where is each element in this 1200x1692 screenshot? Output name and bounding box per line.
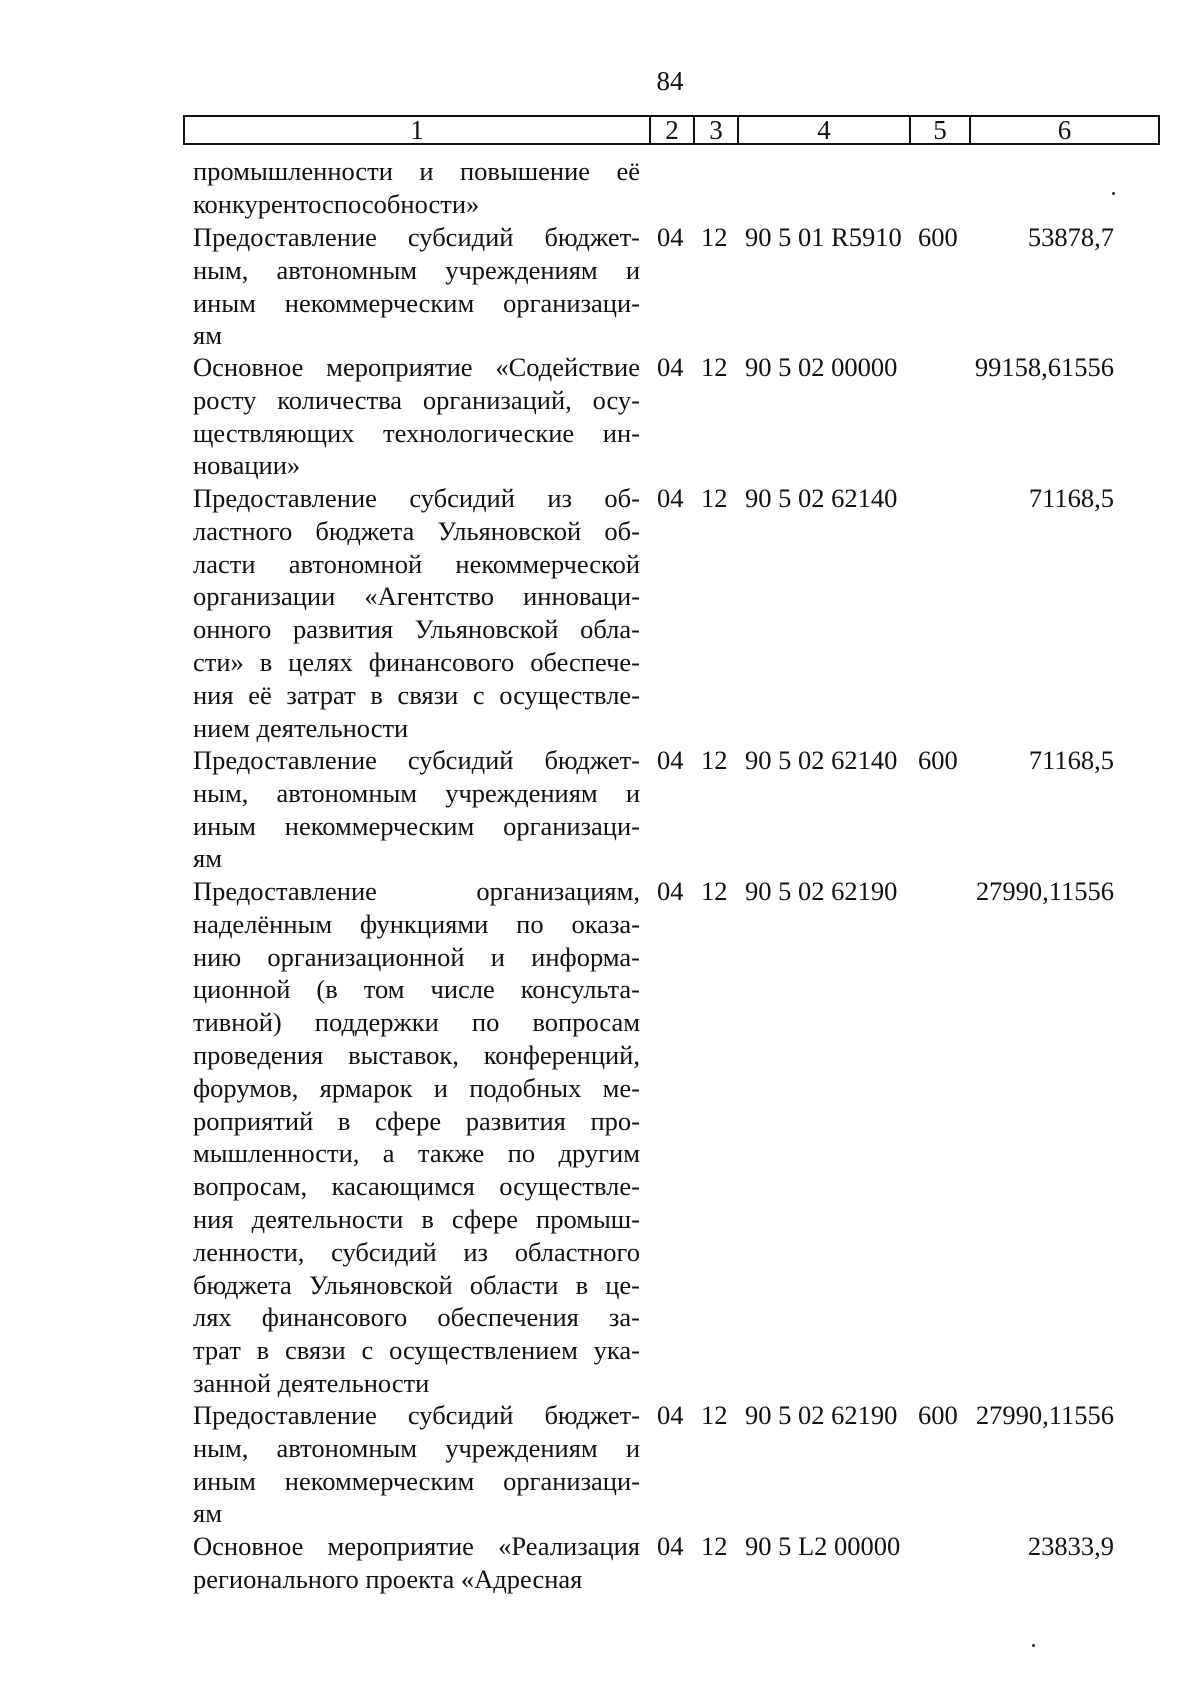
description-line: лях финансового обеспечения за- xyxy=(193,1302,640,1333)
description-line: Предоставление субсидий бюджет- xyxy=(193,222,640,252)
header-col-3: 3 xyxy=(693,117,737,143)
description-line: ным, автономным учреждениям и xyxy=(193,777,640,808)
target-article-code: 90 5 02 62190 xyxy=(745,1400,898,1430)
subsection-code: 12 xyxy=(701,1531,728,1561)
amount: 27990,11556 xyxy=(975,1400,1114,1430)
description-line: наделённым функциями по оказа- xyxy=(193,908,640,939)
description-line: ленности, субсидий из областного xyxy=(193,1236,640,1267)
header-col-1: 1 xyxy=(410,115,424,145)
description-line: ционной (в том числе консульта- xyxy=(193,974,640,1005)
description-line: ласти автономной некоммерческой xyxy=(193,548,640,579)
header-col-6: 6 xyxy=(969,117,1158,143)
description-line: ям xyxy=(193,1498,222,1529)
section-code: 04 xyxy=(657,745,684,775)
description-line: ям xyxy=(193,843,222,874)
header-col-5: 5 xyxy=(909,117,969,143)
description-line: нием деятельности xyxy=(193,712,409,743)
description-line: Предоставление организациям, xyxy=(193,876,640,906)
header-col-4: 4 xyxy=(737,117,909,143)
header-col-2: 2 xyxy=(649,117,693,143)
subsection-code: 12 xyxy=(701,483,728,513)
description-line: Предоставление субсидий бюджет- xyxy=(193,745,640,775)
section-code: 04 xyxy=(657,876,684,906)
row-description xyxy=(193,221,640,352)
description-line: организации «Агентство инноваци- xyxy=(193,581,640,612)
description-line: Предоставление субсидий из об- xyxy=(193,483,640,513)
description-line: новации» xyxy=(193,450,301,481)
target-article-code: 90 5 01 R5910 xyxy=(745,222,902,252)
page-number: 84 xyxy=(656,66,684,96)
description-line: росту количества организаций, осу- xyxy=(193,384,640,415)
description-line: ным, автономным учреждениям и xyxy=(193,254,640,285)
section-code: 04 xyxy=(657,483,684,513)
description-line: мышленности, а также по другим xyxy=(193,1138,640,1169)
description-line: форумов, ярмарок и подобных ме- xyxy=(193,1072,640,1103)
row-description xyxy=(193,351,640,482)
description-line: иным некоммерческим организаци- xyxy=(193,810,640,841)
target-article-code: 90 5 02 62140 xyxy=(745,745,898,775)
scan-speck xyxy=(1112,192,1115,195)
section-code: 04 xyxy=(657,1400,684,1430)
subsection-code: 12 xyxy=(701,222,728,252)
description-line: нию организационной и информа- xyxy=(193,941,640,972)
description-line: иным некоммерческим организаци- xyxy=(193,287,640,318)
description-line: бюджета Ульяновской области в це- xyxy=(193,1269,640,1300)
description-line: ластного бюджета Ульяновской об- xyxy=(193,515,640,546)
subsection-code: 12 xyxy=(701,1400,728,1430)
table-header xyxy=(183,115,1160,145)
description-line: конкурентоспособности» xyxy=(193,188,480,219)
amount: 23833,9 xyxy=(1027,1531,1114,1561)
amount: 71168,5 xyxy=(1028,483,1114,513)
target-article-code: 90 5 02 62140 xyxy=(745,483,898,513)
description-line: регионального проекта «Адресная xyxy=(193,1563,583,1594)
description-line: ществляющих технологические ин- xyxy=(193,417,640,448)
description-line: Основное мероприятие «Содействие xyxy=(193,352,640,382)
description-line: промышленности и повышение её xyxy=(193,156,640,186)
subsection-code: 12 xyxy=(701,745,728,775)
amount: 71168,5 xyxy=(1028,745,1114,775)
expense-type-code: 600 xyxy=(918,222,958,252)
description-line: сти» в целях финансового обеспече- xyxy=(193,646,640,677)
description-line: ния деятельности в сфере промыш- xyxy=(193,1203,640,1234)
description-line: занной деятельности xyxy=(193,1367,430,1398)
description-line: Предоставление субсидий бюджет- xyxy=(193,1400,640,1430)
amount: 27990,11556 xyxy=(975,876,1114,906)
row-description xyxy=(193,744,640,875)
subsection-code: 12 xyxy=(701,876,728,906)
row-description xyxy=(193,155,640,221)
description-line: трат в связи с осуществлением ука- xyxy=(193,1335,640,1366)
row-description xyxy=(193,875,640,1400)
target-article-code: 90 5 02 62190 xyxy=(745,876,898,906)
amount: 99158,61556 xyxy=(974,352,1114,382)
expense-type-code: 600 xyxy=(918,1400,958,1430)
section-code: 04 xyxy=(657,1531,684,1561)
description-line: ям xyxy=(193,320,222,351)
row-description xyxy=(193,1530,640,1596)
target-article-code: 90 5 L2 00000 xyxy=(745,1531,901,1561)
description-line: Основное мероприятие «Реализация xyxy=(193,1531,640,1561)
section-code: 04 xyxy=(657,222,684,252)
expense-type-code: 600 xyxy=(918,745,958,775)
description-line: проведения выставок, конференций, xyxy=(193,1039,640,1070)
row-description xyxy=(193,482,640,744)
row-description xyxy=(193,1399,640,1530)
description-line: онного развития Ульяновской обла- xyxy=(193,614,640,645)
target-article-code: 90 5 02 00000 xyxy=(745,352,898,382)
description-line: иным некоммерческим организаци- xyxy=(193,1465,640,1496)
amount: 53878,7 xyxy=(1027,222,1114,252)
description-line: тивной) поддержки по вопросам xyxy=(193,1007,640,1038)
scan-speck xyxy=(1032,1644,1035,1647)
description-line: вопросам, касающимся осуществле- xyxy=(193,1171,640,1202)
description-line: роприятий в сфере развития про- xyxy=(193,1105,640,1136)
description-line: ния её затрат в связи с осуществле- xyxy=(193,679,640,710)
subsection-code: 12 xyxy=(701,352,728,382)
description-line: ным, автономным учреждениям и xyxy=(193,1432,640,1463)
section-code: 04 xyxy=(657,352,684,382)
